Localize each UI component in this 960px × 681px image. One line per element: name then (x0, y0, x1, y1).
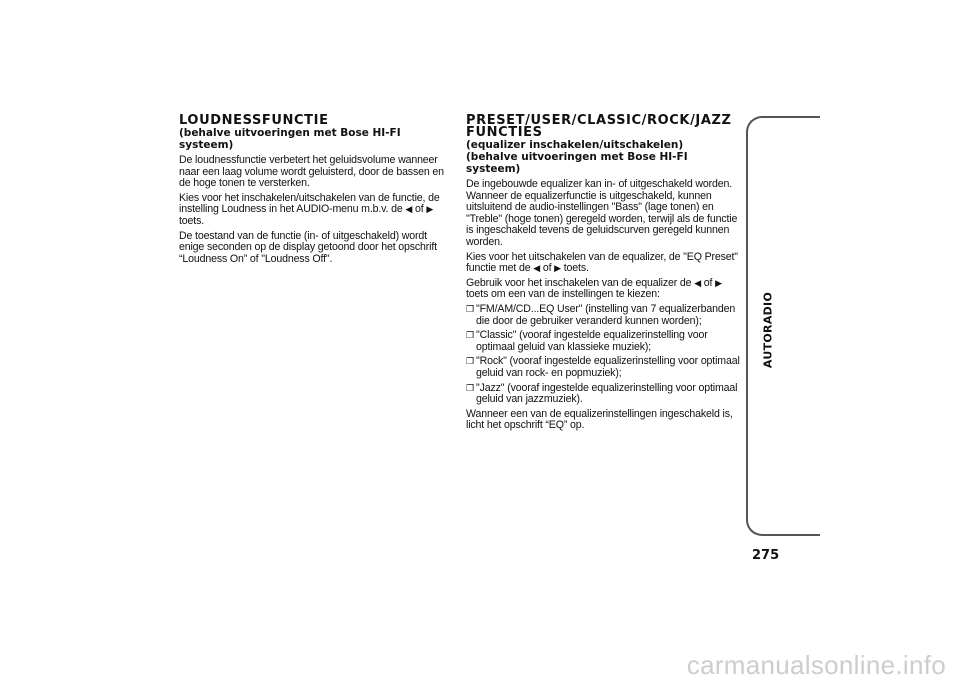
loudness-heading: LOUDNESSFUNCTIE (179, 113, 329, 128)
equalizer-subheading-2: (behalve uitvoeringen met Bose HI-FI systeem) (466, 151, 688, 175)
equalizer-para-3 (466, 278, 744, 301)
equalizer-para-3-text-a: Gebruik voor het inschakelen van de equalizer de (466, 276, 692, 289)
left-column (179, 115, 449, 268)
list-item (466, 356, 744, 379)
checkbox-bullet-icon: ❒ (466, 330, 474, 341)
loudness-para-2-text-a: Kies voor het inschakelen/uitschakelen van de functie, de instelling Loudness in het AUDIO-menu m.b.v. de (179, 191, 440, 216)
equalizer-para-2-text-b: toets. (563, 262, 589, 275)
loudness-para-2-text-b: toets. (179, 214, 205, 227)
checkbox-bullet-icon: ❒ (466, 382, 474, 393)
list-item (466, 304, 744, 327)
loudness-para-2 (179, 193, 449, 228)
page-number: 275 (752, 548, 780, 563)
loudness-subheading: (behalve uitvoeringen met Bose HI-FI systeem) (179, 127, 401, 151)
equalizer-para-3-text-b: toets om een van de instellingen te kiezen: (466, 288, 660, 301)
list-item (466, 330, 744, 353)
list-item-text: "Classic" (vooraf ingestelde equalizerinstelling voor optimaal geluid van klassieke muziek); (476, 329, 708, 353)
loudness-para-3: De toestand van de functie (in- of uitgeschakeld) wordt enige seconden op de display getoond door het opschrift “Loudness On” of "Loudness Off". (179, 229, 437, 265)
section-tab-frame (746, 116, 820, 536)
loudness-para-2-of: of (414, 203, 424, 216)
arrow-right-icon: ▶ (554, 263, 561, 274)
arrow-left-icon: ◀ (694, 277, 701, 288)
right-column (466, 115, 744, 435)
equalizer-para-2-of: of (542, 262, 552, 275)
checkbox-bullet-icon: ❒ (466, 303, 474, 314)
checkbox-bullet-icon: ❒ (466, 356, 474, 367)
arrow-right-icon: ▶ (715, 277, 722, 288)
equalizer-para-3-of: of (703, 276, 713, 289)
equalizer-subheading-1: (equalizer inschakelen/uitschakelen) (466, 139, 684, 151)
section-tab-text: AUTORADIO (761, 291, 775, 369)
list-item-text: "FM/AM/CD...EQ User" (instelling van 7 equalizerbanden die door de gebruiker veranderd kunnen worden); (476, 302, 736, 327)
equalizer-para-2 (466, 252, 744, 275)
arrow-left-icon: ◀ (533, 263, 541, 274)
watermark-text: carmanualsonline.info (686, 650, 946, 680)
equalizer-para-2-text-a: Kies voor het uitschakelen van de equalizer, de "EQ Preset" functie met de (466, 250, 738, 275)
loudness-para-1: De loudnessfunctie verbetert het geluidsvolume wanneer naar een laag volume wordt geluisterd, door de bassen en de hoge tonen te versterken. (179, 154, 444, 190)
list-item-text: "Jazz" (vooraf ingestelde equalizerinstelling voor optimaal geluid van jazzmuziek). (476, 381, 738, 406)
equalizer-options-list (466, 304, 744, 406)
equalizer-para-4: Wanneer een van de equalizerinstellingen ingeschakeld is, licht het opschrift “EQ” op. (466, 407, 733, 432)
equalizer-para-1: De ingebouwde equalizer kan in- of uitgeschakeld worden. Wanneer de equalizerfunctie is uitgeschakeld, kunnen uitsluitend de audio-instellingen "Bass" (lage tonen) en "Treble" (hoge tonen) geregeld worden, terwijl als de functie is ingeschakeld tevens de geluidscurven geregeld kunnen worden. (466, 178, 738, 248)
equalizer-heading: PRESET/USER/CLASSIC/ROCK/JAZZ FUNCTIES (466, 113, 732, 140)
arrow-left-icon: ◀ (405, 204, 413, 215)
arrow-right-icon: ▶ (426, 204, 434, 215)
list-item-text: "Rock" (vooraf ingestelde equalizerinstelling voor optimaal geluid van rock- en popmuziek); (476, 355, 740, 379)
list-item (466, 383, 744, 406)
